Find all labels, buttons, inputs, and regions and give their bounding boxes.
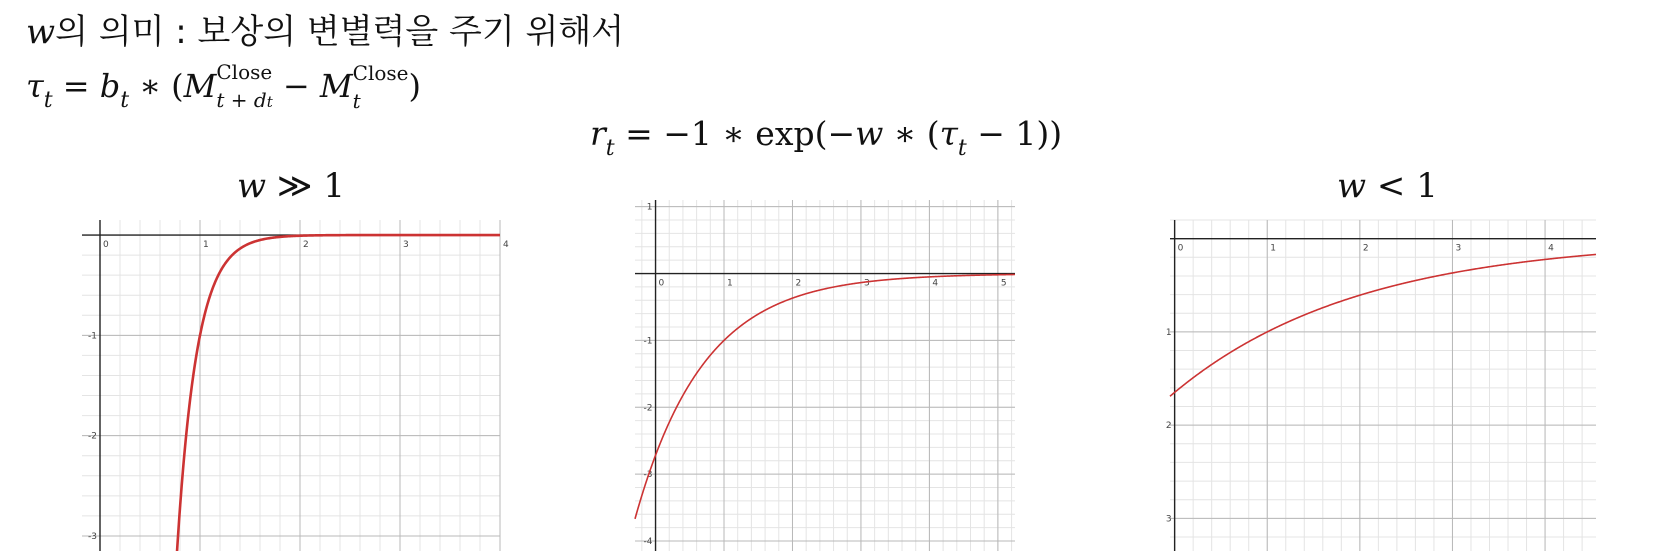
- reward-symbol: r: [590, 114, 606, 153]
- case-label-large-w-var: w: [237, 166, 267, 206]
- title-text: 의 의미 : 보상의 변별력을 주기 위해서: [55, 12, 625, 52]
- reward-rhs-c: − 1)): [966, 114, 1063, 153]
- chart-medium-w: [635, 200, 1015, 551]
- x-tick-label: 0: [103, 240, 109, 251]
- m1-symbol: M: [183, 67, 217, 105]
- x-tick-label: 3: [403, 240, 409, 251]
- chart-small-w: [1165, 220, 1596, 551]
- tau-mult: ∗ (: [129, 67, 184, 105]
- tau-formula: [26, 59, 421, 113]
- y-tick-label: -2: [88, 431, 97, 442]
- reward-tau: τ: [939, 114, 958, 153]
- y-tick-label: 1: [1165, 327, 1172, 338]
- x-tick-label: 0: [658, 278, 665, 289]
- x-tick-label: 0: [1177, 243, 1184, 254]
- y-tick-label: -3: [88, 531, 97, 542]
- m2-scripts: [352, 60, 409, 113]
- case-label-small-w: [1337, 166, 1438, 206]
- y-tick-label: -1: [88, 331, 97, 342]
- reward-rhs-b: ∗ (: [883, 114, 940, 153]
- x-tick-label: 4: [932, 278, 939, 289]
- y-tick-label: -4: [643, 536, 653, 547]
- tau-symbol: τ: [26, 67, 44, 105]
- m2-superscript: Close: [352, 60, 409, 85]
- x-tick-label: 2: [1362, 243, 1369, 254]
- x-tick-label: 1: [203, 240, 209, 251]
- grid: [635, 200, 1015, 551]
- case-label-large-w-text: ≫ 1: [276, 166, 345, 206]
- case-label-large-w: [237, 166, 345, 206]
- m2-symbol: M: [319, 67, 353, 105]
- y-tick-label: -3: [643, 470, 653, 481]
- tau-close: ): [408, 67, 421, 105]
- m1-subscript: [216, 87, 273, 112]
- reward-curve: [175, 235, 500, 551]
- y-tick-label: -1: [643, 336, 653, 347]
- x-tick-label: 3: [1455, 243, 1462, 254]
- reward-curve: [635, 275, 1015, 519]
- b-subscript: t: [120, 88, 130, 113]
- page-title: [26, 10, 624, 54]
- tau-equals: =: [52, 67, 100, 105]
- grid: [82, 220, 500, 551]
- m2-subscript: t: [352, 88, 361, 113]
- b-symbol: b: [99, 67, 121, 105]
- x-tick-label: 1: [1270, 243, 1276, 254]
- y-tick-label: 2: [1165, 421, 1172, 432]
- x-tick-label: 2: [303, 240, 309, 251]
- y-tick-label: -2: [643, 403, 653, 414]
- x-tick-label: 1: [727, 278, 733, 289]
- case-label-small-w-text: < 1: [1376, 166, 1438, 206]
- reward-subscript: t: [605, 136, 615, 161]
- x-tick-label: 2: [795, 278, 802, 289]
- reward-rhs-a: = −1 ∗ exp(−: [614, 114, 856, 153]
- y-tick-label: 1: [646, 202, 653, 213]
- m1-superscript: Close: [216, 59, 273, 84]
- chart-large-w: [82, 220, 509, 551]
- y-tick-label: 3: [1165, 514, 1172, 525]
- m1-scripts: [216, 59, 273, 112]
- title-variable: w: [26, 12, 56, 52]
- reward-tau-subscript: t: [957, 136, 967, 161]
- m1-subsubscript: t: [266, 92, 273, 111]
- x-tick-label: 4: [503, 240, 509, 251]
- reward-w: w: [855, 114, 884, 153]
- x-tick-label: 4: [1548, 243, 1554, 254]
- m1-subscript-main: t + d: [216, 87, 267, 112]
- reward-formula: [590, 112, 1062, 161]
- case-label-small-w-var: w: [1337, 166, 1367, 206]
- tau-subscript: t: [43, 88, 53, 113]
- grid: [1170, 220, 1596, 551]
- x-tick-label: 5: [1000, 278, 1007, 289]
- x-tick-label: 3: [863, 278, 870, 289]
- tau-minus: −: [272, 67, 320, 105]
